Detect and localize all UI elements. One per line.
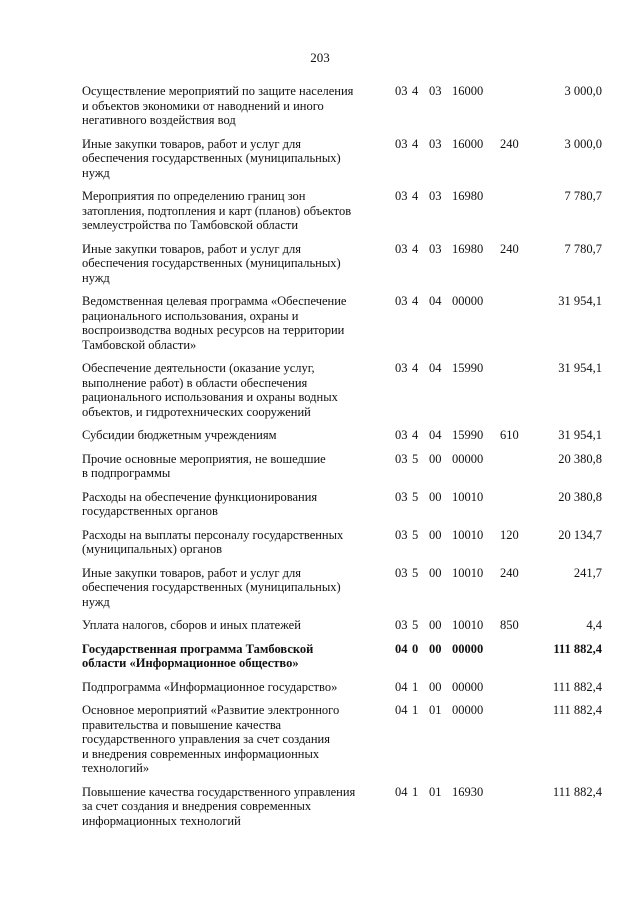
table-row [82, 361, 602, 419]
code-section: 03 [395, 565, 408, 580]
code-expense-type: 610 [500, 428, 519, 442]
code-direction: 00000 [452, 679, 484, 694]
code-program: 5 [412, 489, 419, 504]
row-amount: 31 954,1 [558, 294, 602, 308]
table-row [82, 528, 602, 557]
row-amount: 31 954,1 [558, 428, 602, 442]
code-section: 04 [395, 784, 408, 799]
code-section: 04 [395, 703, 408, 717]
code-subprogram: 00 [429, 641, 442, 656]
code-direction: 16930 [452, 784, 484, 799]
code-section: 03 [395, 489, 408, 504]
budget-table [82, 84, 602, 837]
code-direction: 10010 [452, 618, 484, 632]
code-program: 1 [412, 784, 419, 799]
code-section: 03 [395, 136, 408, 151]
row-name: Основное мероприятий «Развитие электронного правительства и повышение качества государственного управления за счет создания и внедрения современных информационных технологий» [82, 703, 340, 775]
row-name: Иные закупки товаров, работ и услуг для обеспечения государственных (муниципальных) нужд [82, 241, 341, 285]
row-name: Повышение качества государственного управления за счет создания и внедрения современных информационных технологий [82, 784, 356, 828]
table-row [82, 785, 602, 829]
code-subprogram: 01 [429, 703, 442, 717]
row-name: Обеспечение деятельности (оказание услуг, выполнение работ) в области обеспечения рационального использования и охраны водных объектов, и гидротехнических сооружений [82, 361, 338, 419]
code-expense-type: 240 [500, 241, 519, 256]
code-program: 0 [412, 641, 419, 656]
row-amount: 20 380,8 [558, 489, 602, 504]
row-name: Подпрограмма «Информационное государство» [82, 679, 338, 694]
code-direction: 10010 [452, 489, 484, 504]
code-subprogram: 00 [429, 618, 442, 632]
code-direction: 10010 [452, 565, 484, 580]
code-section: 03 [395, 361, 408, 375]
row-amount: 111 882,4 [552, 784, 602, 799]
code-program: 1 [412, 679, 419, 694]
code-direction: 00000 [452, 703, 484, 717]
row-amount: 20 380,8 [558, 451, 602, 466]
code-subprogram: 03 [429, 189, 442, 203]
row-amount: 20 134,7 [558, 527, 602, 542]
table-row [82, 294, 602, 352]
row-name: Иные закупки товаров, работ и услуг для обеспечения государственных (муниципальных) нужд [82, 136, 341, 180]
code-subprogram: 01 [429, 784, 442, 799]
code-direction: 00000 [452, 641, 484, 656]
code-program: 1 [412, 703, 419, 717]
code-section: 03 [395, 428, 408, 442]
code-direction: 16000 [452, 84, 484, 98]
table-row [82, 703, 602, 776]
code-expense-type: 850 [500, 618, 519, 632]
code-expense-type: 240 [500, 136, 519, 151]
code-program: 5 [412, 527, 419, 542]
page-number: 203 [310, 50, 330, 65]
row-amount: 3 000,0 [564, 136, 602, 151]
table-row [82, 618, 602, 633]
row-name: Ведомственная целевая программа «Обеспечение рационального использования, охраны и воспроизводства водных ресурсов на территории Тамбовской области» [82, 294, 347, 352]
code-section: 03 [395, 84, 408, 98]
code-subprogram: 04 [429, 428, 442, 442]
code-program: 5 [412, 618, 419, 632]
code-section: 03 [395, 241, 408, 256]
code-direction: 00000 [452, 294, 484, 308]
code-direction: 16000 [452, 136, 484, 151]
code-subprogram: 00 [429, 451, 442, 466]
row-name: Мероприятия по определению границ зон затопления, подтопления и карт (планов) объектов землеустройства по Тамбовской области [82, 189, 352, 232]
row-name: Расходы на выплаты персоналу государственных (муниципальных) органов [82, 527, 344, 556]
code-direction: 15990 [452, 428, 484, 442]
code-subprogram: 00 [429, 489, 442, 504]
row-amount: 4,4 [586, 618, 602, 632]
code-subprogram: 00 [429, 565, 442, 580]
row-name: Иные закупки товаров, работ и услуг для обеспечения государственных (муниципальных) нужд [82, 565, 341, 609]
table-row [82, 428, 602, 443]
row-name: Субсидии бюджетным учреждениям [82, 428, 277, 442]
code-program: 4 [412, 84, 419, 98]
code-program: 4 [412, 361, 419, 375]
code-subprogram: 03 [429, 84, 442, 98]
table-row [82, 189, 602, 233]
row-amount: 111 882,4 [553, 641, 602, 656]
row-name: Уплата налогов, сборов и иных платежей [82, 618, 301, 632]
row-amount: 7 780,7 [564, 241, 602, 256]
code-section: 03 [395, 451, 408, 466]
code-program: 4 [412, 428, 419, 442]
code-direction: 00000 [452, 451, 484, 466]
code-subprogram: 00 [429, 679, 442, 694]
code-program: 5 [412, 451, 419, 466]
table-row [82, 137, 602, 181]
table-row [82, 242, 602, 286]
table-row [82, 490, 602, 519]
row-name: Осуществление мероприятий по защите населения и объектов экономики от наводнений и иного негативного воздействия вод [82, 84, 354, 127]
code-direction: 16980 [452, 189, 484, 203]
code-subprogram: 03 [429, 241, 442, 256]
code-subprogram: 04 [429, 361, 442, 375]
row-amount: 31 954,1 [558, 361, 602, 375]
code-program: 4 [412, 241, 419, 256]
table-row [82, 452, 602, 481]
code-program: 4 [412, 189, 419, 203]
code-program: 5 [412, 565, 419, 580]
code-subprogram: 04 [429, 294, 442, 308]
row-amount: 3 000,0 [564, 84, 602, 98]
row-name: Прочие основные мероприятия, не вошедшие в подпрограммы [82, 451, 326, 480]
code-direction: 10010 [452, 527, 484, 542]
table-row [82, 642, 602, 671]
table-row [82, 84, 602, 128]
code-subprogram: 03 [429, 136, 442, 151]
code-direction: 16980 [452, 241, 484, 256]
code-section: 03 [395, 527, 408, 542]
code-section: 03 [395, 618, 408, 632]
row-name: Расходы на обеспечение функционирования государственных органов [82, 489, 318, 518]
table-row [82, 566, 602, 610]
code-section: 04 [395, 679, 408, 694]
code-subprogram: 00 [429, 527, 442, 542]
row-amount: 241,7 [573, 565, 602, 580]
code-section: 04 [395, 641, 408, 656]
code-program: 4 [412, 294, 419, 308]
code-expense-type: 120 [500, 527, 519, 542]
row-amount: 111 882,4 [552, 679, 602, 694]
row-name: Государственная программа Тамбовской области «Информационное общество» [82, 641, 314, 670]
code-expense-type: 240 [500, 565, 519, 580]
table-row [82, 680, 602, 695]
code-section: 03 [395, 294, 408, 308]
row-amount: 7 780,7 [564, 189, 602, 203]
code-direction: 15990 [452, 361, 484, 375]
row-amount: 111 882,4 [552, 703, 602, 717]
code-section: 03 [395, 189, 408, 203]
code-program: 4 [412, 136, 419, 151]
